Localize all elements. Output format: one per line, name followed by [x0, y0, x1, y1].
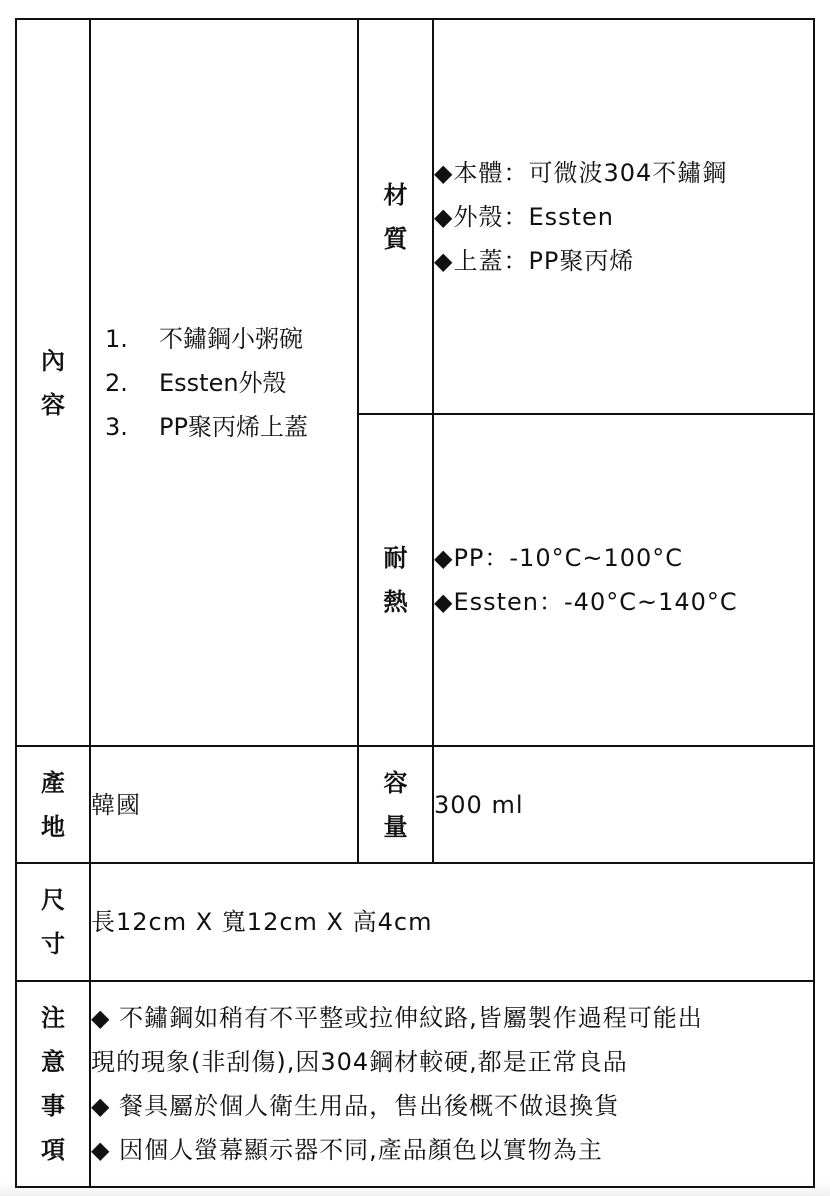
heat-resistance-label: 耐 熱 — [358, 414, 433, 746]
size-value: 長12cm X 寬12cm X 高4cm — [90, 863, 814, 981]
product-spec-table — [15, 18, 815, 1188]
notes-label: 注 意 事 項 — [16, 981, 90, 1187]
notes-value: ◆ 不鏽鋼如稍有不平整或拉伸紋路,皆屬製作過程可能出 現的現象(非刮傷),因304鋼材較硬,都是正常良品 ◆ 餐具屬於個人衛生用品，售出後概不做退換貨 ◆ 因個人螢幕顯示器不同,產品顏色以實物為主 — [90, 981, 814, 1187]
page-bottom-shadow — [0, 1182, 830, 1196]
list-item: 1. 不鏽鋼小粥碗 — [105, 324, 303, 353]
contents-list — [91, 317, 357, 449]
contents-cell — [90, 19, 358, 746]
list-item: 3. PP聚丙烯上蓋 — [105, 412, 308, 441]
size-label: 尺 寸 — [16, 863, 90, 981]
capacity-value: 300 ml — [433, 746, 814, 863]
material-value: ◆本體：可微波304不鏽鋼 ◆外殼：Essten ◆上蓋：PP聚丙烯 — [433, 19, 814, 414]
capacity-label: 容 量 — [358, 746, 433, 863]
heat-resistance-value: ◆PP：-10°C~100°C ◆Essten：-40°C~140°C — [433, 414, 814, 746]
origin-label: 產 地 — [16, 746, 90, 863]
material-label: 材 質 — [358, 19, 433, 414]
list-item: 2. Essten外殼 — [105, 368, 287, 397]
origin-value: 韓國 — [90, 746, 358, 863]
contents-label: 內 容 — [16, 19, 90, 746]
